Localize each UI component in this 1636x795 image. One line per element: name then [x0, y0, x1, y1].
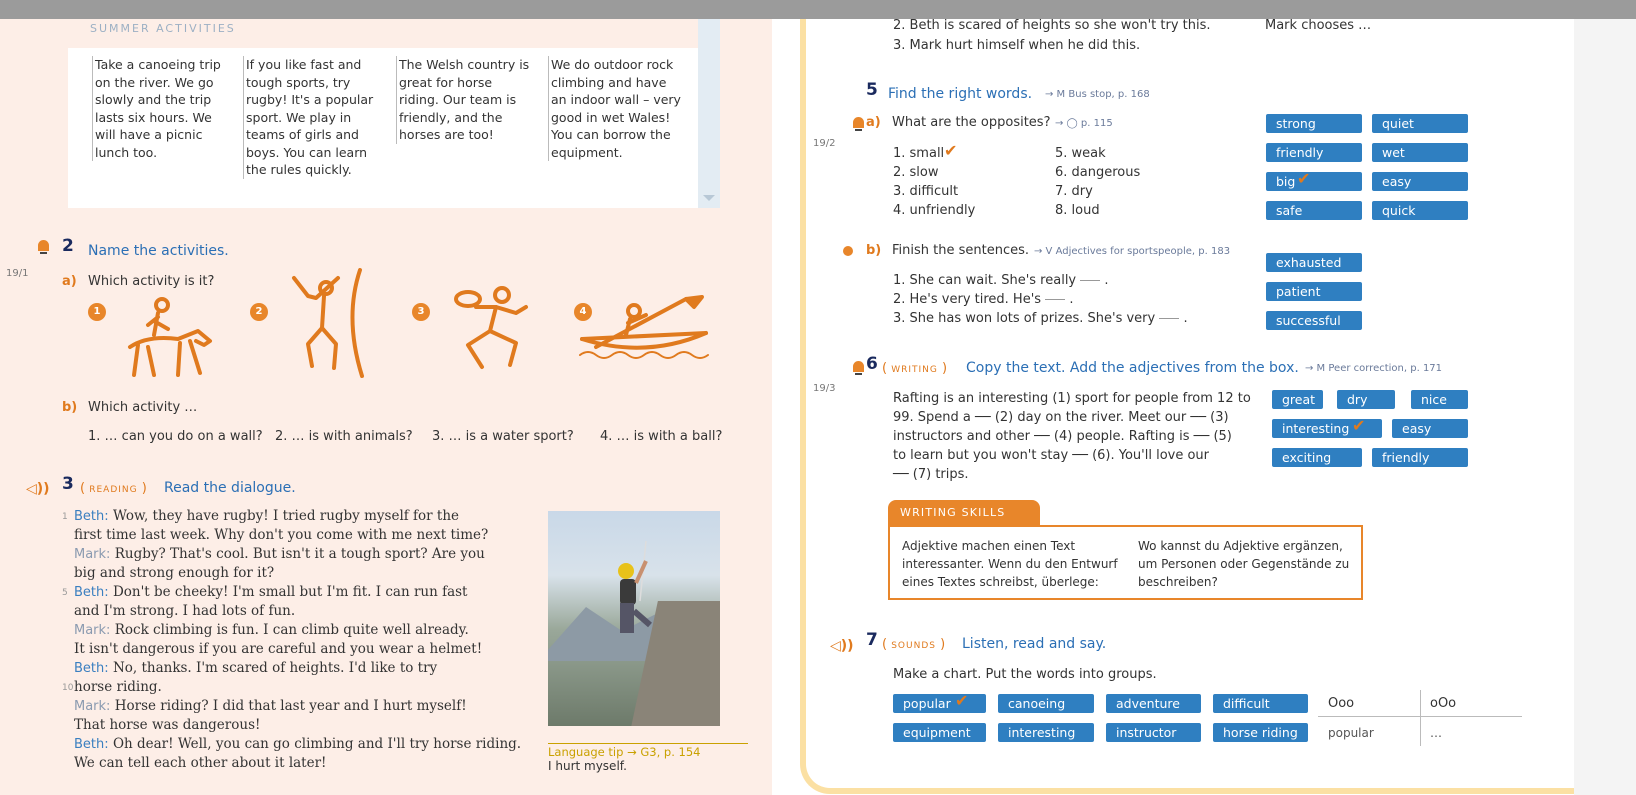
exercise-2b-label: b) — [62, 400, 78, 415]
exercise-7-title: Listen, read and say. — [962, 636, 1107, 652]
page-margin — [1574, 19, 1636, 795]
word-chip: dry — [1337, 390, 1395, 409]
activity-line-2: 2. Beth is scared of heights so she won't try this. — [893, 18, 1211, 33]
language-tip — [548, 743, 748, 773]
language-tip-heading — [548, 745, 748, 759]
dialogue-line — [74, 678, 544, 697]
word-chip: exciting — [1272, 448, 1362, 467]
word-chip: strong — [1266, 114, 1362, 133]
word-chip: horse riding — [1213, 723, 1308, 742]
audio-icon[interactable]: ◁)) — [830, 638, 854, 654]
opposites-right-list — [1055, 144, 1140, 220]
text-line: Rafting is an interesting (1) sport for people from 12 to — [893, 391, 1251, 406]
text-line: the rules quickly. — [246, 162, 352, 177]
activity-badge-1: 1 — [88, 303, 106, 321]
word-chip: easy — [1392, 419, 1468, 438]
difficulty-dot-icon — [843, 246, 853, 256]
exercise-6-title: Copy the text. Add the adjectives from the box. — [966, 360, 1299, 376]
word-chip: popular — [893, 694, 986, 713]
exercise-3-tag: READING — [89, 485, 138, 495]
text-line: great for horse — [399, 74, 493, 90]
sentence-line: 1. She can wait. She's really . — [893, 273, 1109, 288]
activity-badge-3: 3 — [412, 303, 430, 321]
finish-sentences — [893, 271, 1188, 328]
exercise-3-tag-wrapper: ( READING ) — [80, 481, 147, 496]
sentence-text: 3. She has won lots of prizes. She's very — [893, 311, 1156, 326]
exercise-5-title: Find the right words. — [888, 86, 1033, 102]
word-chip: big — [1266, 172, 1362, 191]
line-text: Horse riding? I did that last year and I hurt myself! — [114, 698, 467, 714]
line-number: 5 — [62, 588, 68, 598]
climber-pictogram — [282, 268, 372, 378]
writing-skills-box — [888, 525, 1363, 600]
writing-skills-right — [1138, 537, 1349, 591]
activity-badge-2: 2 — [250, 303, 268, 321]
text-line: Wo kannst du Adjektive ergänzen, — [1138, 539, 1343, 553]
speaker-name: Beth: — [74, 509, 109, 524]
word-chip: friendly — [1372, 448, 1468, 467]
line-text: We can tell each other about it later! — [74, 755, 327, 771]
line-text: Rugby? That's cool. But isn't it a tough sport? Are you — [114, 546, 485, 562]
exercise-7-tag: SOUNDS — [891, 641, 936, 651]
line-text: Don't be cheeky! I'm small but I'm fit. I can run fast — [112, 584, 468, 600]
text-line: eines Textes schreibst, überlege: — [902, 575, 1099, 589]
question-1: 1. … can you do on a wall? — [88, 429, 263, 444]
line-text: Wow, they have rugby! I tried rugby myself for the — [112, 508, 460, 524]
exercise-3-title: Read the dialogue. — [164, 480, 296, 496]
word-chip: difficult — [1213, 694, 1308, 713]
text-line: on the river. We go — [95, 74, 214, 90]
exercise-7-tag-wrapper: ( SOUNDS ) — [882, 637, 946, 652]
question-4: 4. … is with a ball? — [600, 429, 723, 444]
list-item: 5. weak — [1055, 146, 1106, 161]
summer-column-canoeing — [92, 56, 232, 161]
text-line: instructors and other ── (4) people. Rafting is ── (5) — [893, 429, 1232, 444]
exercise-2a-text: Which activity is it? — [88, 274, 215, 289]
word-chip: friendly — [1266, 143, 1362, 162]
speaker-name: Beth: — [74, 585, 109, 600]
text-line: climbing and have — [551, 74, 667, 90]
exercise-5b-ref[interactable]: → V Adjectives for sportspeople, p. 183 — [1034, 246, 1231, 257]
dialogue-line — [74, 564, 544, 583]
text-line: Adjektive machen einen Text — [902, 539, 1076, 553]
text-line: friendly, and the — [399, 109, 503, 125]
exercise-5a-label: a) — [866, 115, 881, 130]
word-chip: safe — [1266, 201, 1362, 220]
dialogue-line — [74, 697, 544, 716]
dialogue-line — [74, 754, 544, 773]
list-item: 3. difficult — [893, 184, 959, 199]
text-line: an indoor wall – very — [551, 92, 681, 107]
summer-column-climbing — [548, 56, 698, 161]
activity-badge-4: 4 — [574, 303, 592, 321]
speaker-name: Beth: — [74, 661, 109, 676]
text-line: tough sports, try — [246, 74, 351, 90]
text-line: equipment. — [551, 144, 623, 160]
checkmark-icon: ✔ — [944, 141, 958, 160]
text-line: interessanter. Wenn du den Entwurf — [902, 557, 1118, 571]
opposites-left-list — [893, 144, 975, 220]
word-chip: quiet — [1372, 114, 1468, 133]
text-line: horses are too! — [399, 127, 494, 142]
language-tip-text: I hurt myself. — [548, 759, 627, 773]
line-text: Oh dear! Well, you can go climbing and I'll try horse riding. — [112, 736, 522, 752]
dialogue-line — [74, 640, 544, 659]
exercise-5b-text: Finish the sentences. — [892, 243, 1030, 258]
dialogue-line — [74, 735, 544, 754]
dialogue-line — [74, 716, 544, 735]
word-chip: patient — [1266, 282, 1362, 301]
line-text: first time last week. Why don't you come with me next time? — [74, 527, 489, 543]
lightbulb-icon — [853, 117, 864, 128]
text-line: If you like fast and — [246, 57, 362, 72]
speaker-name: Beth: — [74, 737, 109, 752]
summer-activities-heading: SUMMER ACTIVITIES — [90, 22, 236, 35]
dialogue-line — [74, 621, 544, 640]
language-tip-ref[interactable]: → G3, p. 154 — [627, 745, 701, 759]
speaker-name: Mark: — [74, 623, 111, 638]
exercise-2a-label: a) — [62, 274, 77, 289]
text-line: Take a canoeing trip — [95, 57, 221, 72]
exercise-2b-text: Which activity … — [88, 400, 198, 415]
text-line: ── (7) trips. — [893, 467, 969, 482]
sentence-line: 2. He's very tired. He's . — [893, 292, 1074, 307]
text-line: You can borrow the — [551, 127, 671, 142]
word-chip: easy — [1372, 172, 1468, 191]
dialogue-text — [74, 507, 544, 773]
list-item: 7. dry — [1055, 184, 1093, 199]
exercise-5-ref[interactable]: → M Bus stop, p. 168 — [1045, 89, 1150, 100]
word-chip: equipment — [893, 723, 986, 742]
exercise-2-number: 2 — [62, 236, 74, 256]
line-number: 10 — [62, 683, 74, 693]
chart-header-ooo: Ooo — [1328, 696, 1355, 711]
dialogue-line — [74, 602, 544, 621]
word-chip: great — [1272, 390, 1323, 409]
word-chip: wet — [1372, 143, 1468, 162]
word-chip: canoeing — [998, 694, 1094, 713]
climber-figure — [606, 541, 666, 661]
text-line: boys. You can learn — [246, 144, 368, 160]
lightbulb-icon — [38, 240, 49, 251]
text-line: teams of girls and — [246, 127, 359, 142]
summer-activities-strip — [698, 19, 720, 208]
lightbulb-icon — [853, 361, 864, 372]
exercise-5-number: 5 — [866, 80, 878, 100]
text-line: rugby! It's a popular — [246, 92, 374, 107]
text-line: riding. Our team is — [399, 92, 517, 107]
word-chip: nice — [1411, 390, 1468, 409]
dialogue-line — [74, 659, 544, 678]
chart-divider — [1420, 690, 1421, 746]
dialogue-line — [74, 526, 544, 545]
line-text: That horse was dangerous! — [74, 717, 261, 733]
writing-skills-left — [902, 537, 1118, 591]
exercise-5a-text: What are the opposites? — [892, 115, 1051, 130]
text-line: sport. We play in — [246, 109, 352, 125]
checkmark-icon: ✔ — [1297, 169, 1311, 188]
exercise-2-side-ref: 19/1 — [6, 268, 29, 279]
chart-cell-popular: popular — [1328, 726, 1374, 740]
word-chip: adventure — [1106, 694, 1201, 713]
text-line: beschreiben? — [1138, 575, 1218, 589]
climbing-photo — [548, 511, 720, 726]
exercise-5a-ref[interactable]: → ◯ p. 115 — [1055, 118, 1113, 129]
dialogue-line — [74, 583, 544, 602]
text-line: lasts six hours. We — [95, 109, 212, 125]
activity-line-3: 3. Mark hurt himself when he did this. — [893, 38, 1141, 53]
list-item: 4. unfriendly — [893, 203, 976, 218]
line-text: It isn't dangerous if you are careful and you wear a helmet! — [74, 641, 483, 657]
checkmark-icon: ✔ — [955, 691, 969, 710]
horse-rider-pictogram — [118, 295, 218, 383]
rafting-text — [893, 389, 1251, 484]
sentence-text: 1. She can wait. She's really — [893, 273, 1077, 288]
exercise-2-title: Name the activities. — [88, 243, 229, 259]
exercise-5-side-ref: 19/2 — [813, 138, 836, 149]
text-line: good in wet Wales! — [551, 109, 671, 125]
line-number: 1 — [62, 512, 68, 522]
exercise-6-number: 6 — [866, 354, 878, 374]
text-line: lunch too. — [95, 144, 158, 160]
speaker-name: Mark: — [74, 547, 111, 562]
browser-top-bar — [0, 0, 1636, 19]
writing-skills-heading: WRITING SKILLS — [888, 500, 1040, 525]
line-text: horse riding. — [74, 679, 162, 695]
exercise-5b-label: b) — [866, 243, 882, 258]
sentence-text: 2. He's very tired. He's — [893, 292, 1042, 307]
question-3: 3. … is a water sport? — [432, 429, 574, 444]
text-line: to learn but you won't stay ── (6). You'll love our — [893, 448, 1210, 463]
exercise-6-ref[interactable]: → M Peer correction, p. 171 — [1305, 363, 1443, 374]
word-chip: quick — [1372, 201, 1468, 220]
list-item: 1. small — [893, 146, 945, 161]
list-item: 8. loud — [1055, 203, 1100, 218]
activity-line-2b: Mark chooses … — [1265, 18, 1372, 33]
exercise-6-tag: WRITING — [891, 365, 938, 375]
word-chip: instructor — [1106, 723, 1201, 742]
chart-header-ooo-stressed: oOo — [1430, 696, 1457, 711]
text-line: will have a picnic — [95, 127, 203, 142]
text-line: 99. Spend a ── (2) day on the river. Meet our ── (3) — [893, 410, 1229, 425]
word-chip: interesting — [1272, 419, 1382, 438]
word-chip: interesting — [998, 723, 1094, 742]
line-text: and I'm strong. I had lots of fun. — [74, 603, 296, 619]
summer-column-rugby — [243, 56, 388, 179]
summer-column-horse-riding — [396, 56, 541, 144]
exercise-6-side-ref: 19/3 — [813, 383, 836, 394]
line-text: big and strong enough for it? — [74, 565, 275, 581]
checkmark-icon: ✔ — [1352, 416, 1366, 435]
text-line: The Welsh country is — [399, 57, 530, 72]
line-text: No, thanks. I'm scared of heights. I'd like to try — [112, 660, 438, 676]
exercise-7-number: 7 — [866, 630, 878, 650]
dialogue-line — [74, 545, 544, 564]
list-item: 6. dangerous — [1055, 165, 1141, 180]
list-item: 2. slow — [893, 165, 939, 180]
question-2: 2. … is with animals? — [275, 429, 413, 444]
canoe-pictogram — [576, 293, 716, 363]
word-chip: successful — [1266, 311, 1362, 330]
line-text: Rock climbing is fun. I can climb quite well already. — [114, 622, 469, 638]
exercise-7-instruction: Make a chart. Put the words into groups. — [893, 667, 1157, 682]
dialogue-line — [74, 507, 544, 526]
word-chip: exhausted — [1266, 253, 1362, 272]
sentence-line: 3. She has won lots of prizes. She's very . — [893, 311, 1188, 326]
text-line: um Personen oder Gegenstände zu — [1138, 557, 1350, 571]
language-tip-label: Language tip — [548, 745, 624, 759]
text-line: We do outdoor rock — [551, 57, 674, 72]
audio-icon[interactable]: ◁)) — [26, 481, 50, 497]
chart-cell-ellipsis: … — [1430, 726, 1442, 740]
speaker-name: Mark: — [74, 699, 111, 714]
exercise-3-number: 3 — [62, 474, 74, 494]
text-line: slowly and the trip — [95, 92, 212, 107]
exercise-6-tag-wrapper: ( WRITING ) — [882, 361, 948, 376]
rugby-player-pictogram — [446, 283, 546, 373]
